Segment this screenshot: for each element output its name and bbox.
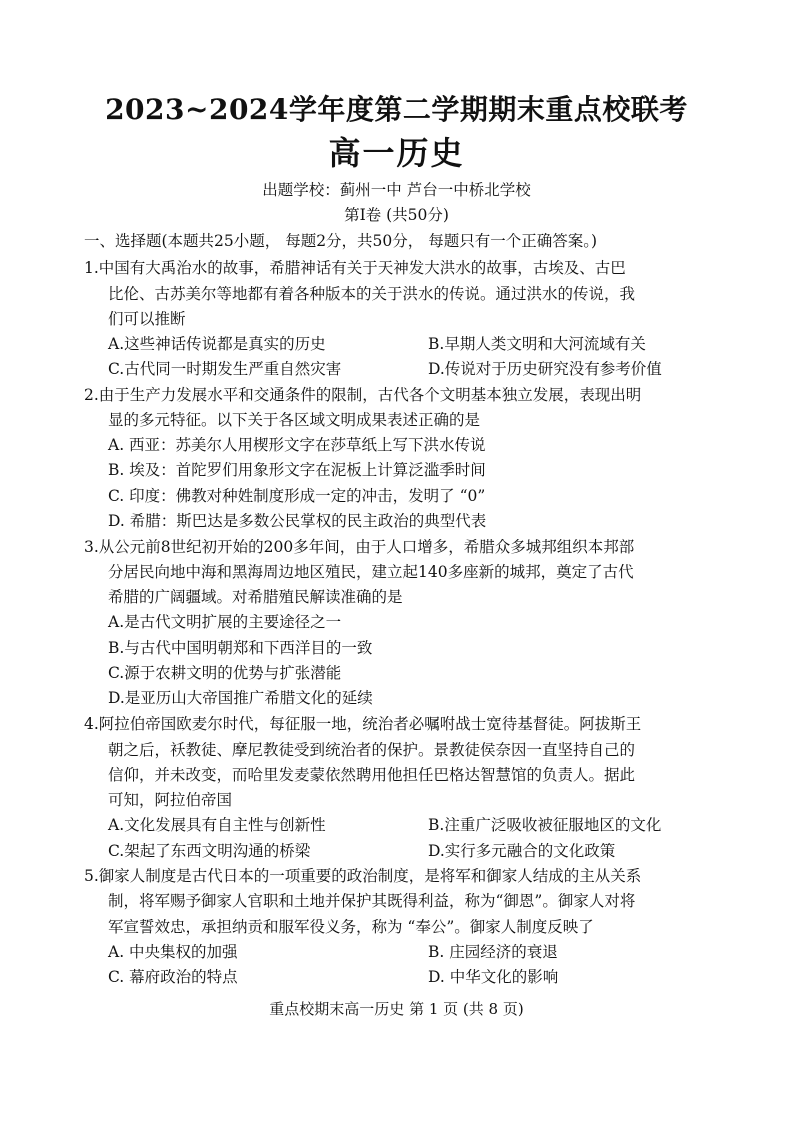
question-3-option-b: B.与古代中国明朝郑和下西洋目的一致 <box>108 639 373 657</box>
question-4-line-1: 4.阿拉伯帝国欧麦尔时代，每征服一地，统治者必嘱咐战士宽待基督徒。阿拔斯王 <box>84 715 642 733</box>
section-instructions: 一、选择题(本题共25小题， 每题2分，共50分， 每题只有一个正确答案。) <box>84 232 598 250</box>
question-2-option-d: D. 希腊：斯巴达是多数公民掌权的民主政治的典型代表 <box>108 512 487 530</box>
question-4-line-4: 可知，阿拉伯帝国 <box>108 791 233 809</box>
question-5-option-d: D. 中华文化的影响 <box>428 968 559 986</box>
question-3-line-2: 分居民向地中海和黑海周边地区殖民，建立起140多座新的城邦，奠定了古代 <box>108 563 634 581</box>
question-3-option-c: C.源于农耕文明的优势与扩张潜能 <box>108 664 342 682</box>
question-1-option-c: C.古代同一时期发生严重自然灾害 <box>108 360 342 378</box>
question-5-line-2: 制，将军赐予御家人官职和土地并保护其既得利益，称为“御恩”。御家人对将 <box>108 892 636 910</box>
question-5-option-c: C. 幕府政治的特点 <box>108 968 238 986</box>
question-5-option-a: A. 中央集权的加强 <box>108 943 238 961</box>
question-2-line-2: 显的多元特征。以下关于各区域文明成果表述正确的是 <box>108 411 481 429</box>
exam-title: 2023~2024学年度第二学期期末重点校联考 <box>105 93 688 126</box>
question-1-line-3: 们可以推断 <box>108 310 186 328</box>
page-footer: 重点校期末高一历史 第 1 页 (共 8 页) <box>269 1000 524 1018</box>
schools-line: 出题学校：蓟州一中 芦台一中桥北学校 <box>262 181 531 199</box>
question-2-option-c: C. 印度：佛教对种姓制度形成一定的冲击，发明了 “0” <box>108 487 486 505</box>
question-3-option-d: D.是亚历山大帝国推广希腊文化的延续 <box>108 689 373 707</box>
question-4-option-d: D.实行多元融合的文化政策 <box>428 842 616 860</box>
question-2-option-a: A. 西亚：苏美尔人用楔形文字在莎草纸上写下洪水传说 <box>108 436 486 454</box>
question-1-option-d: D.传说对于历史研究没有参考价值 <box>428 360 662 378</box>
question-3-line-3: 希腊的广阔疆域。对希腊殖民解读准确的是 <box>108 588 403 606</box>
question-2-line-1: 2.由于生产力发展水平和交通条件的限制，古代各个文明基本独立发展，表现出明 <box>84 386 642 404</box>
question-2-option-b: B. 埃及：首陀罗们用象形文字在泥板上计算泛滥季时间 <box>108 461 486 479</box>
question-4-line-3: 信仰，并未改变，而哈里发麦蒙依然聘用他担任巴格达智慧馆的负责人。据此 <box>108 766 636 784</box>
question-4-option-a: A.文化发展具有自主性与创新性 <box>108 816 326 834</box>
question-5-option-b: B. 庄园经济的衰退 <box>428 943 558 961</box>
question-1-option-a: A.这些神话传说都是真实的历史 <box>108 335 326 353</box>
question-4-option-b: B.注重广泛吸收被征服地区的文化 <box>428 816 662 834</box>
question-3-option-a: A.是古代文明扩展的主要途径之一 <box>108 613 342 631</box>
question-1-line-2: 比伦、古苏美尔等地都有着各种版本的关于洪水的传说。通过洪水的传说，我 <box>108 285 636 303</box>
question-1-line-1: 1.中国有大禹治水的故事，希腊神话有关于天神发大洪水的故事，古埃及、古巴 <box>84 259 626 277</box>
question-4-line-2: 朝之后，袄教徒、摩尼教徒受到统治者的保护。景教徒侯奈因一直坚持自己的 <box>108 741 636 759</box>
subject-title: 高一历史 <box>328 134 465 172</box>
question-3-line-1: 3.从公元前8世纪初开始的200多年间，由于人口增多，希腊众多城邦组织本邦部 <box>84 538 635 556</box>
question-4-option-c: C.架起了东西文明沟通的桥梁 <box>108 842 311 860</box>
question-1-option-b: B.早期人类文明和大河流域有关 <box>428 335 646 353</box>
question-5-line-1: 5.御家人制度是古代日本的一项重要的政治制度，是将军和御家人结成的主从关系 <box>84 867 642 885</box>
volume-heading: 第Ⅰ卷 (共50分) <box>344 206 449 224</box>
question-5-line-3: 军宣誓效忠，承担纳贡和服军役义务，称为 “奉公”。御家人制度反映了 <box>108 918 594 936</box>
